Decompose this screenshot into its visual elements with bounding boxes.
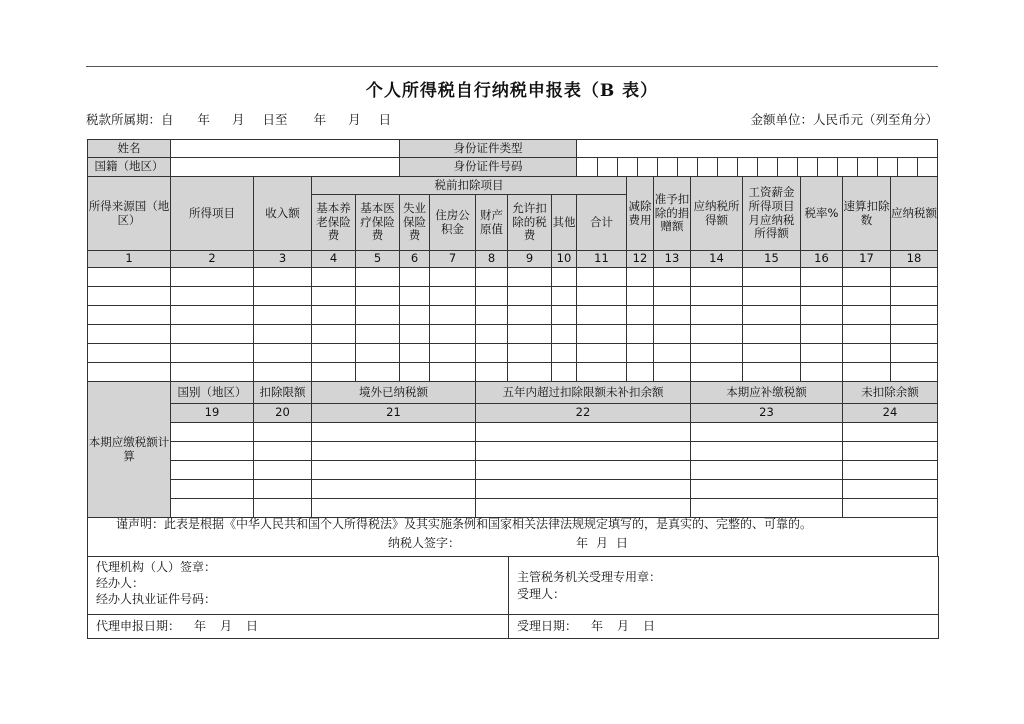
- handler-cert-label: 经办人执业证件号码：: [96, 592, 217, 607]
- column-number-row-2: [88, 404, 938, 423]
- cell[interactable]: [254, 480, 312, 499]
- cell[interactable]: [356, 287, 400, 306]
- cell[interactable]: [171, 442, 254, 461]
- col-header-total: 合计: [577, 195, 627, 251]
- cell[interactable]: [476, 306, 508, 325]
- cell[interactable]: [254, 268, 312, 287]
- table-row: [88, 344, 938, 363]
- cell[interactable]: [891, 363, 938, 382]
- agent-date-month: 月: [220, 619, 233, 634]
- period-year-2: 年: [313, 112, 327, 127]
- col-header-property-cost: 财产原值: [476, 195, 508, 251]
- cell[interactable]: [312, 344, 356, 363]
- col-num: 1: [88, 251, 171, 268]
- declaration-text: 谨声明：此表是根据《中华人民共和国个人所得税法》及其实施条例和国家相关法律法规规定填写的，是真实的、完整的、可靠的。: [116, 517, 813, 531]
- col-num: 5: [356, 251, 400, 268]
- col-num: 2: [171, 251, 254, 268]
- id-digit-box[interactable]: [837, 158, 857, 176]
- cell[interactable]: [356, 306, 400, 325]
- cell[interactable]: [430, 344, 476, 363]
- cell[interactable]: [312, 480, 476, 499]
- tax-period: [86, 110, 391, 128]
- table-row: [88, 287, 938, 306]
- cell[interactable]: [891, 344, 938, 363]
- cell[interactable]: [743, 344, 801, 363]
- cell[interactable]: [88, 325, 171, 344]
- col-header-housing-fund: 住房公积金: [430, 195, 476, 251]
- cell[interactable]: [843, 423, 938, 442]
- cell[interactable]: [552, 287, 577, 306]
- name-label: 姓名: [88, 140, 171, 158]
- id-digit-box[interactable]: [757, 158, 777, 176]
- cell[interactable]: [743, 325, 801, 344]
- cell[interactable]: [654, 325, 691, 344]
- period-year-1: 年: [197, 112, 211, 127]
- id-digit-box[interactable]: [857, 158, 877, 176]
- col-num: 11: [577, 251, 627, 268]
- id-type-field[interactable]: [577, 140, 938, 158]
- col-num: 17: [843, 251, 891, 268]
- cell[interactable]: [254, 423, 312, 442]
- cell[interactable]: [552, 363, 577, 382]
- id-number-label: 身份证件号码: [400, 158, 577, 177]
- cell[interactable]: [171, 461, 254, 480]
- id-digit-box[interactable]: [897, 158, 917, 176]
- cell[interactable]: [254, 461, 312, 480]
- cell[interactable]: [88, 344, 171, 363]
- id-number-boxes: [577, 158, 937, 176]
- cell[interactable]: [552, 344, 577, 363]
- col-num: 24: [843, 404, 938, 423]
- cell[interactable]: [254, 325, 312, 344]
- table-row: [88, 480, 938, 499]
- cell[interactable]: [843, 461, 938, 480]
- id-number-field[interactable]: [577, 158, 938, 177]
- cell[interactable]: [654, 363, 691, 382]
- signature-month: 月: [596, 536, 609, 550]
- cell[interactable]: [171, 325, 254, 344]
- col-header-income-item: 所得项目: [171, 177, 254, 251]
- cell[interactable]: [254, 442, 312, 461]
- cell[interactable]: [627, 268, 654, 287]
- handler-label: 经办人：: [96, 576, 145, 591]
- taxpayer-signature-label: 纳税人签字：: [388, 536, 461, 550]
- col-num: 23: [691, 404, 843, 423]
- signature-day: 日: [616, 536, 629, 550]
- cell[interactable]: [171, 287, 254, 306]
- cell[interactable]: [476, 480, 691, 499]
- cell[interactable]: [312, 268, 356, 287]
- cell[interactable]: [577, 325, 627, 344]
- receive-date-cell[interactable]: [509, 615, 939, 639]
- cell[interactable]: [312, 325, 356, 344]
- col-num: 14: [691, 251, 743, 268]
- cell[interactable]: [627, 363, 654, 382]
- col-header-source-country: 所得来源国（地区）: [88, 177, 171, 251]
- cell[interactable]: [356, 344, 400, 363]
- col-header-monthly-taxable: 工资薪金所得项目月应纳税所得额: [743, 177, 801, 251]
- cell[interactable]: [627, 287, 654, 306]
- cell[interactable]: [508, 325, 552, 344]
- table-row: [88, 325, 938, 344]
- cell[interactable]: [801, 325, 843, 344]
- cell[interactable]: [254, 287, 312, 306]
- id-digit-box[interactable]: [737, 158, 757, 176]
- col-header-country: 国别（地区）: [171, 382, 254, 404]
- pre-tax-deduction-header: 税前扣除项目: [312, 177, 627, 195]
- cell[interactable]: [476, 423, 691, 442]
- cell[interactable]: [356, 363, 400, 382]
- cell[interactable]: [88, 306, 171, 325]
- cell[interactable]: [691, 306, 743, 325]
- cell[interactable]: [171, 480, 254, 499]
- cell[interactable]: [88, 268, 171, 287]
- cell[interactable]: [654, 306, 691, 325]
- period-day-2: 日: [378, 112, 392, 127]
- col-num: 8: [476, 251, 508, 268]
- cell[interactable]: [254, 363, 312, 382]
- id-digit-box[interactable]: [777, 158, 797, 176]
- table-row: [88, 423, 938, 442]
- nationality-label: 国籍（地区）: [88, 158, 171, 177]
- cell[interactable]: [801, 363, 843, 382]
- col-header-pension: 基本养老保险费: [312, 195, 356, 251]
- cell[interactable]: [801, 287, 843, 306]
- cell[interactable]: [654, 287, 691, 306]
- cell[interactable]: [430, 306, 476, 325]
- col-num: 12: [627, 251, 654, 268]
- col-header-income-amount: 收入额: [254, 177, 312, 251]
- cell[interactable]: [843, 344, 891, 363]
- col-header-unemployment: 失业保险费: [400, 195, 430, 251]
- table-row: [88, 461, 938, 480]
- cell[interactable]: [891, 306, 938, 325]
- cell[interactable]: [691, 287, 743, 306]
- cell[interactable]: [843, 480, 938, 499]
- receiver-label: 受理人：: [517, 586, 566, 601]
- taxpayer-signature-line: [388, 534, 636, 551]
- cell[interactable]: [691, 268, 743, 287]
- cell[interactable]: [312, 423, 476, 442]
- cell[interactable]: [312, 461, 476, 480]
- cell[interactable]: [88, 287, 171, 306]
- cell[interactable]: [254, 344, 312, 363]
- id-digit-box[interactable]: [877, 158, 897, 176]
- cell[interactable]: [476, 325, 508, 344]
- col-num: 10: [552, 251, 577, 268]
- cell[interactable]: [400, 268, 430, 287]
- cell[interactable]: [843, 287, 891, 306]
- cell[interactable]: [476, 461, 691, 480]
- cell[interactable]: [843, 442, 938, 461]
- col-num: 7: [430, 251, 476, 268]
- cell[interactable]: [171, 344, 254, 363]
- cell[interactable]: [577, 344, 627, 363]
- cell[interactable]: [476, 268, 508, 287]
- cell[interactable]: [627, 325, 654, 344]
- period-month-2: 月: [348, 112, 361, 127]
- col-header-deduction-fee: 减除费用: [627, 177, 654, 251]
- cell[interactable]: [691, 344, 743, 363]
- table-row: [88, 306, 938, 325]
- cell[interactable]: [691, 442, 843, 461]
- cell[interactable]: [312, 442, 476, 461]
- receive-date-month: 月: [617, 619, 630, 634]
- cell[interactable]: [691, 423, 843, 442]
- id-digit-box[interactable]: [677, 158, 697, 176]
- cell[interactable]: [476, 363, 508, 382]
- column-number-row: [88, 251, 938, 268]
- cell[interactable]: [171, 363, 254, 382]
- col-header-foreign-tax-paid: 境外已纳税额: [312, 382, 476, 404]
- id-digit-box[interactable]: [617, 158, 637, 176]
- cell[interactable]: [400, 344, 430, 363]
- cell[interactable]: [801, 306, 843, 325]
- id-digit-box[interactable]: [697, 158, 717, 176]
- col-num: 16: [801, 251, 843, 268]
- cell[interactable]: [627, 306, 654, 325]
- cell[interactable]: [400, 325, 430, 344]
- cell[interactable]: [843, 325, 891, 344]
- cell[interactable]: [476, 344, 508, 363]
- cell[interactable]: [577, 287, 627, 306]
- cell[interactable]: [356, 268, 400, 287]
- cell[interactable]: [691, 461, 843, 480]
- id-digit-box[interactable]: [657, 158, 677, 176]
- cell[interactable]: [654, 344, 691, 363]
- id-digit-box[interactable]: [637, 158, 657, 176]
- cell[interactable]: [843, 268, 891, 287]
- col-num: 9: [508, 251, 552, 268]
- col-header-supplementary-tax: 本期应补缴税额: [691, 382, 843, 404]
- cell[interactable]: [552, 268, 577, 287]
- col-header-quick-deduction: 速算扣除数: [843, 177, 891, 251]
- cell[interactable]: [508, 306, 552, 325]
- col-header-donation: 准予扣除的捐赠额: [654, 177, 691, 251]
- agent-date-label: 代理申报日期：: [96, 619, 181, 634]
- id-digit-box[interactable]: [917, 158, 937, 176]
- cell[interactable]: [400, 363, 430, 382]
- cell[interactable]: [171, 268, 254, 287]
- cell[interactable]: [577, 306, 627, 325]
- id-digit-box[interactable]: [597, 158, 617, 176]
- cell[interactable]: [743, 306, 801, 325]
- tax-office-seal-label: 主管税务机关受理专用章：: [517, 570, 662, 585]
- col-num: 20: [254, 404, 312, 423]
- agent-seal-cell[interactable]: [88, 557, 509, 615]
- id-digit-box[interactable]: [797, 158, 817, 176]
- agent-date-year: 年: [194, 619, 207, 634]
- cell[interactable]: [801, 344, 843, 363]
- cell[interactable]: [743, 363, 801, 382]
- cell[interactable]: [508, 268, 552, 287]
- cell[interactable]: [430, 268, 476, 287]
- cell[interactable]: [801, 268, 843, 287]
- cell[interactable]: [254, 306, 312, 325]
- agent-date-day: 日: [246, 619, 259, 634]
- cell[interactable]: [691, 325, 743, 344]
- period-label: 税款所属期：自: [86, 112, 174, 127]
- table-row: [88, 363, 938, 382]
- cell[interactable]: [476, 287, 508, 306]
- cell[interactable]: [88, 363, 171, 382]
- cell[interactable]: [476, 442, 691, 461]
- cell[interactable]: [312, 363, 356, 382]
- col-num: 15: [743, 251, 801, 268]
- section-current-period-tax: 本期应缴税额计算: [88, 382, 171, 518]
- cell[interactable]: [400, 306, 430, 325]
- cell[interactable]: [891, 268, 938, 287]
- cell[interactable]: [843, 363, 891, 382]
- nationality-field[interactable]: [171, 158, 400, 177]
- col-header-allowed-taxes: 允许扣除的税费: [508, 195, 552, 251]
- col-header-medical: 基本医疗保险费: [356, 195, 400, 251]
- table-row: [88, 442, 938, 461]
- agent-date-cell[interactable]: [88, 615, 509, 639]
- col-num: 13: [654, 251, 691, 268]
- col-header-deduction-limit: 扣除限额: [254, 382, 312, 404]
- col-header-five-year-balance: 五年内超过扣除限额未补扣余额: [476, 382, 691, 404]
- receive-date-label: 受理日期：: [517, 619, 578, 634]
- col-header-tax-rate: 税率%: [801, 177, 843, 251]
- col-num: 3: [254, 251, 312, 268]
- cell[interactable]: [691, 363, 743, 382]
- table-row: [88, 268, 938, 287]
- cell[interactable]: [508, 344, 552, 363]
- form-title: 个人所得税自行纳税申报表（B 表）: [365, 81, 659, 101]
- cell[interactable]: [356, 325, 400, 344]
- tax-office-seal-cell[interactable]: [509, 557, 939, 615]
- cell[interactable]: [312, 287, 356, 306]
- cell[interactable]: [171, 306, 254, 325]
- cell[interactable]: [743, 268, 801, 287]
- id-type-label: 身份证件类型: [400, 140, 577, 158]
- col-num: 4: [312, 251, 356, 268]
- col-header-taxable-income: 应纳税所得额: [691, 177, 743, 251]
- footer-table: [87, 556, 939, 639]
- name-field[interactable]: [171, 140, 400, 158]
- col-num: 21: [312, 404, 476, 423]
- cell[interactable]: [508, 287, 552, 306]
- col-header-tax-payable: 应纳税额: [891, 177, 938, 251]
- col-num: 19: [171, 404, 254, 423]
- cell[interactable]: [552, 306, 577, 325]
- cell[interactable]: [508, 363, 552, 382]
- receive-date-year: 年: [591, 619, 604, 634]
- cell[interactable]: [552, 325, 577, 344]
- col-header-undeducted-balance: 未扣除余额: [843, 382, 938, 404]
- period-month-1: 月: [232, 112, 245, 127]
- cell[interactable]: [891, 287, 938, 306]
- cell[interactable]: [654, 268, 691, 287]
- col-header-other: 其他: [552, 195, 577, 251]
- cell[interactable]: [430, 287, 476, 306]
- cell[interactable]: [430, 325, 476, 344]
- top-rule: [86, 66, 938, 67]
- period-day-to: 日至: [262, 112, 288, 127]
- cell[interactable]: [843, 306, 891, 325]
- cell[interactable]: [743, 287, 801, 306]
- receive-date-day: 日: [643, 619, 656, 634]
- cell[interactable]: [400, 287, 430, 306]
- id-digit-box[interactable]: [577, 158, 597, 176]
- currency-unit: 金额单位：人民币元（列至角分）: [750, 112, 938, 127]
- cell[interactable]: [171, 423, 254, 442]
- cell[interactable]: [430, 363, 476, 382]
- cell[interactable]: [691, 480, 843, 499]
- cell[interactable]: [577, 363, 627, 382]
- agent-seal-label: 代理机构（人）签章：: [96, 560, 217, 574]
- cell[interactable]: [627, 344, 654, 363]
- id-digit-box[interactable]: [717, 158, 737, 176]
- col-num: 22: [476, 404, 691, 423]
- cell[interactable]: [891, 325, 938, 344]
- id-digit-box[interactable]: [817, 158, 837, 176]
- cell[interactable]: [577, 268, 627, 287]
- tax-declaration-table: [87, 139, 938, 518]
- col-num: 6: [400, 251, 430, 268]
- signature-year: 年: [576, 536, 589, 550]
- col-num: 18: [891, 251, 938, 268]
- cell[interactable]: [312, 306, 356, 325]
- declaration-section: [87, 509, 938, 557]
